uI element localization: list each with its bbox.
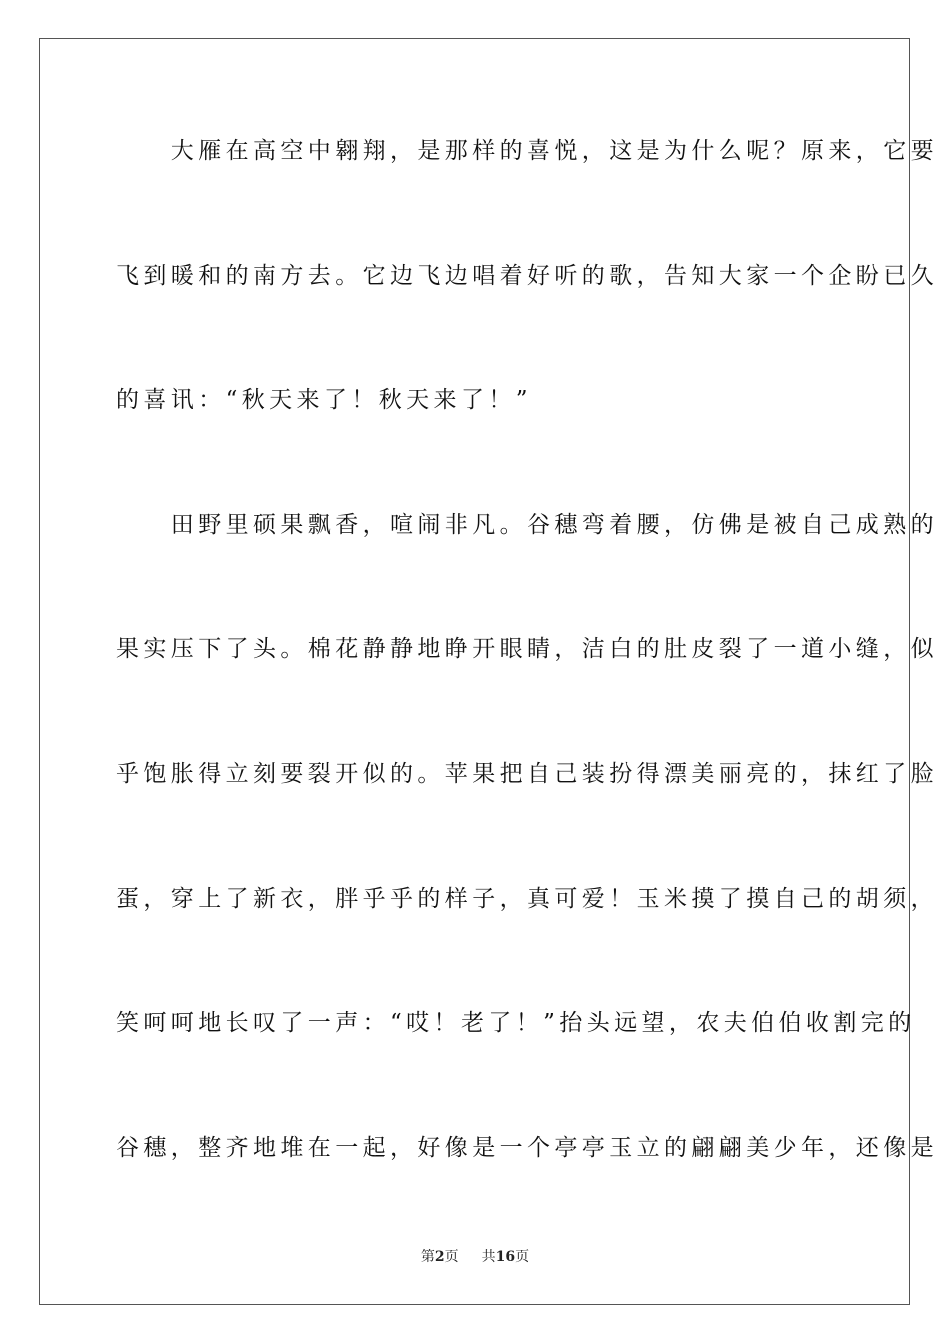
text-line: 的喜讯：“秋天来了！秋天来了！” bbox=[116, 387, 532, 413]
total-pages-number: 16 bbox=[495, 1249, 516, 1265]
text-line: 果实压下了头。棉花静静地睁开眼睛，洁白的肚皮裂了一道小缝，似 bbox=[116, 636, 938, 662]
text-line: 飞到暖和的南方去。它边飞边唱着好听的歌，告知大家一个企盼已久 bbox=[116, 263, 938, 289]
total-prefix: 共 bbox=[481, 1249, 496, 1265]
page-footer bbox=[0, 1247, 950, 1267]
text-line: 笑呵呵地长叹了一声：“哎！老了！”抬头远望，农夫伯伯收割完的 bbox=[116, 1010, 916, 1036]
page-number: 2 bbox=[434, 1249, 445, 1265]
page-indicator bbox=[421, 1247, 459, 1267]
text-line: 蛋，穿上了新衣，胖乎乎的样子，真可爱！玉米摸了摸自己的胡须， bbox=[116, 886, 938, 912]
page-prefix: 第 bbox=[420, 1249, 435, 1265]
text-line: 谷穗，整齐地堆在一起，好像是一个亭亭玉立的翩翩美少年，还像是 bbox=[116, 1135, 938, 1161]
total-pages-indicator bbox=[482, 1247, 529, 1267]
text-line: 田野里硕果飘香，喧闹非凡。谷穗弯着腰，仿佛是被自己成熟的 bbox=[116, 512, 938, 538]
text-line: 大雁在高空中翱翔，是那样的喜悦，这是为什么呢？原来，它要 bbox=[116, 138, 938, 164]
page-border bbox=[39, 38, 938, 1305]
total-suffix: 页 bbox=[515, 1249, 530, 1265]
page-suffix: 页 bbox=[444, 1249, 459, 1265]
text-line: 乎饱胀得立刻要裂开似的。苹果把自己装扮得漂美丽亮的，抹红了脸 bbox=[116, 761, 938, 787]
